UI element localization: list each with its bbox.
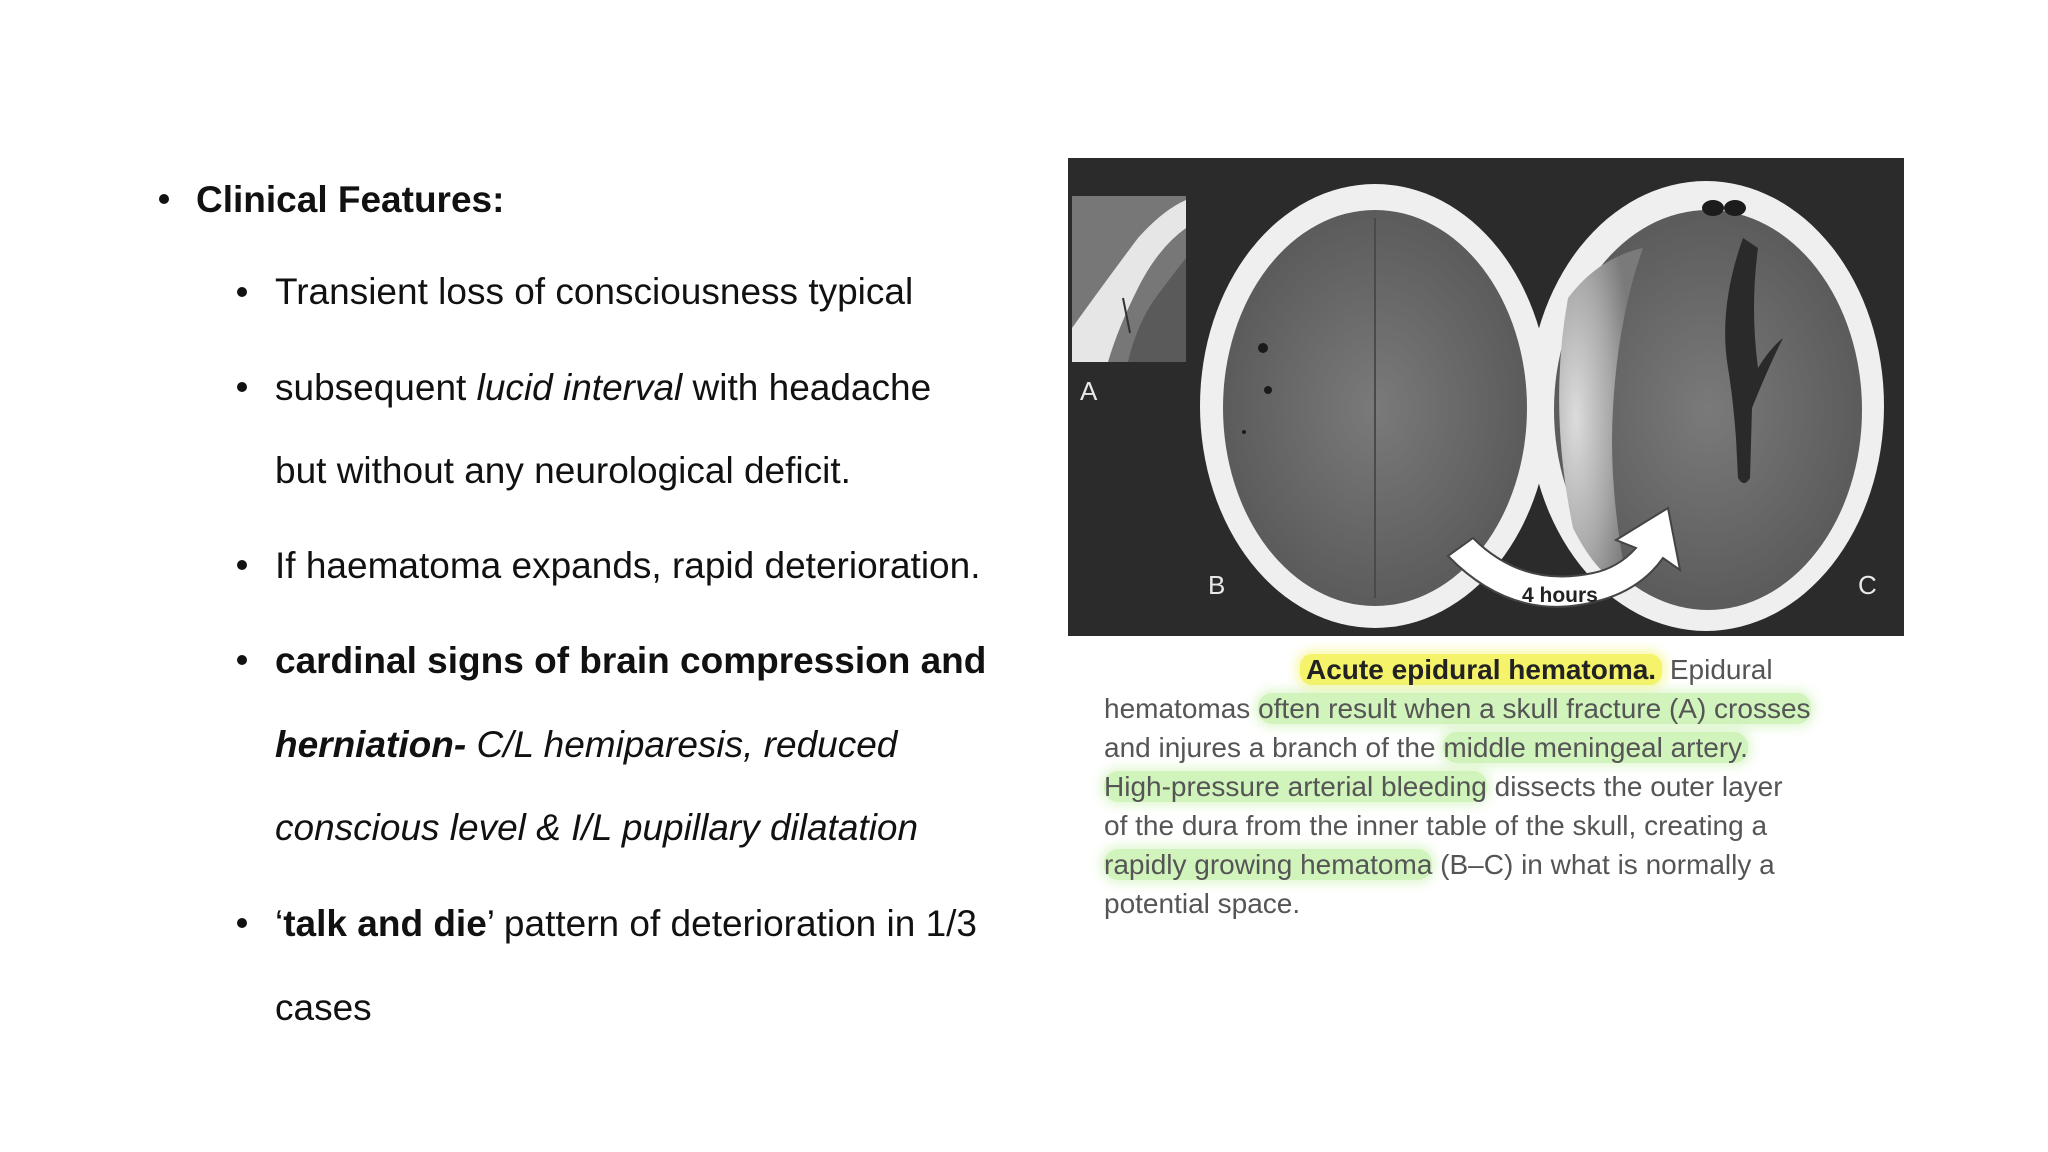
label-b: B [1208,570,1226,600]
ct-scan-illustration [1068,158,1904,636]
caption-line-7: potential space. [1104,888,1301,919]
text: dissects the outer layer [1486,771,1783,802]
bullet-transient-loss: Transient loss of consciousness typical [275,271,914,312]
bullet-lucid-interval-cont: but without any neurological deficit. [275,450,851,491]
bullet-dot [237,918,247,928]
text: subsequent [275,367,477,408]
caption-highlight: middle meningeal artery. [1443,732,1748,763]
caption-title: Acute epidural hematoma. [1300,654,1662,685]
italic-lucid-interval: lucid interval [476,367,683,408]
ct-scan-figure [1068,158,1904,636]
bullet-dot [237,560,247,570]
caption-highlight: rapidly growing hematoma [1104,849,1433,880]
text: (B–C) in what is normally a [1432,849,1775,880]
text: ‘ [275,903,284,944]
caption-line-4 [1104,767,1783,806]
caption-line-2 [1104,689,1811,728]
caption-line-6 [1104,845,1775,884]
text: ’ pattern of deterioration in 1/3 [486,903,978,944]
bullet-talk-and-die [275,902,977,946]
bullet-talk-and-die-cont: cases [275,987,372,1028]
label-a: A [1080,376,1098,406]
caption-line-5: of the dura from the inner table of the skull, creating a [1104,810,1768,841]
bullet-dot [159,194,169,204]
bullet-cardinal-signs-cont2: conscious level & I/L pupillary dilatation [275,807,919,848]
arrow-label-4-hours: 4 hours [1522,584,1598,607]
bold-italic-herniation: herniation- [275,724,467,765]
text: and injures a branch of the [1104,732,1444,763]
text: hematomas [1104,693,1259,724]
bold-talk-and-die: talk and die [283,903,487,944]
bullet-dot [237,382,247,392]
inset-a-skull-fracture [1072,196,1186,362]
caption-highlight: often result when a skull fracture (A) crosses [1258,693,1811,724]
bullet-cardinal-signs: cardinal signs of brain compression and [275,640,987,681]
label-c: C [1858,570,1877,600]
text: with headache [682,367,932,408]
italic-text: C/L hemiparesis, reduced [466,724,898,765]
bullet-lucid-interval [275,366,931,410]
bullet-haematoma-expands: If haematoma expands, rapid deterioration. [275,545,981,586]
bullet-dot [237,287,247,297]
text: Epidural [1662,654,1773,685]
figure-caption [1104,650,1904,920]
caption-line-3 [1104,728,1748,767]
caption-highlight: High-pressure arterial bleeding [1104,771,1487,802]
caption-line-1 [1300,650,1773,689]
bullet-clinical-features: Clinical Features: [196,179,505,220]
ct-scan-c [1528,181,1884,631]
bullet-cardinal-signs-cont [275,723,897,767]
bullet-dot [237,655,247,665]
